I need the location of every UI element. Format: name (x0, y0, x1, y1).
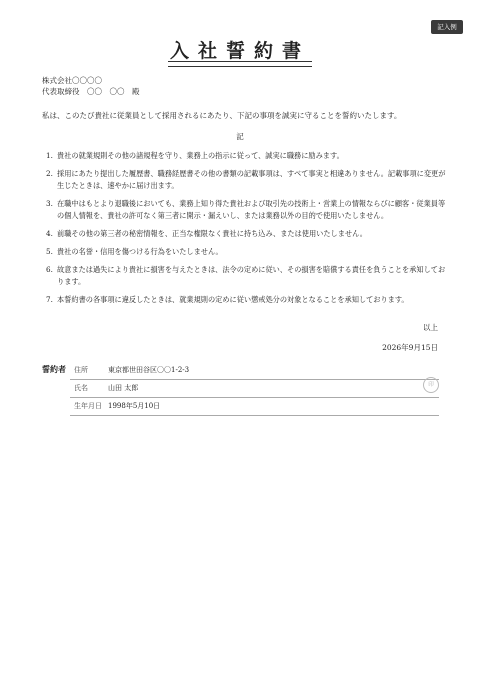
signer-label: 誓約者 (42, 364, 66, 374)
item-number: 3. (46, 199, 53, 208)
name-label: 氏名 (74, 384, 88, 392)
title-double-rule (168, 61, 312, 67)
birthdate-row (70, 397, 439, 416)
seal-mark: 印 (423, 377, 439, 393)
ki-heading: 記 (236, 132, 244, 141)
document-title: 入社誓約書 (169, 40, 310, 62)
list-item (46, 168, 446, 192)
item-number: 5. (46, 247, 53, 256)
closing-text: 以上 (423, 323, 438, 332)
item-text: 貴社の就業規則その他の諸規程を守り、業務上の指示に従って、誠実に職務に励みます。 (57, 151, 344, 160)
item-text: 故意または過失により貴社に損害を与えたときは、法令の定めに従い、その損害を賠償する責任を負うことを承知しております。 (57, 265, 446, 286)
name-value: 山田 太郎 (108, 384, 139, 392)
intro-text: 私は、このたび貴社に従業員として採用されるにあたり、下記の事項を誠実に守ることを誓約いたします。 (42, 111, 402, 120)
birthdate-value: 1998年5月10日 (108, 402, 161, 410)
addressee-representative: 代表取締役 〇〇 〇〇 殿 (42, 87, 140, 96)
list-item (46, 246, 446, 258)
address-label: 住所 (74, 366, 88, 374)
list-item (46, 150, 446, 162)
item-number: 7. (46, 295, 53, 304)
item-text: 採用にあたり提出した履歴書、職務経歴書その他の書類の記載事項は、すべて事実と相違ありません。記載事項に変更が生じたときは、速やかに届け出ます。 (57, 169, 446, 190)
item-text: 本誓約書の各事項に違反したときは、就業規則の定めに従い懲戒処分の対象となることを承知しております。 (57, 295, 409, 304)
address-row (70, 361, 439, 380)
item-number: 4. (46, 229, 53, 238)
item-number: 2. (46, 169, 53, 178)
birthdate-label: 生年月日 (74, 402, 102, 410)
list-item (46, 198, 446, 222)
pledge-list (46, 150, 446, 312)
document-date: 2026年9月15日 (382, 343, 438, 352)
name-row (70, 379, 439, 398)
addressee-company: 株式会社〇〇〇〇 (42, 76, 102, 85)
item-number: 1. (46, 151, 53, 160)
item-text: 在職中はもとより退職後においても、業務上知り得た貴社および取引先の技術上・営業上の情報ならびに顧客・従業員等の個人情報を、貴社の許可なく第三者に開示・漏えいし、または業務以外の目的で使用いたしません。 (57, 199, 446, 220)
sample-badge: 記入例 (431, 20, 463, 34)
item-text: 前職その他の第三者の秘密情報を、正当な権限なく貴社に持ち込み、または使用いたしません。 (57, 229, 367, 238)
item-text: 貴社の名誉・信用を傷つける行為をいたしません。 (57, 247, 223, 256)
list-item (46, 294, 446, 306)
list-item (46, 228, 446, 240)
address-value: 東京都世田谷区〇〇1-2-3 (108, 366, 190, 374)
item-number: 6. (46, 265, 53, 274)
list-item (46, 264, 446, 288)
